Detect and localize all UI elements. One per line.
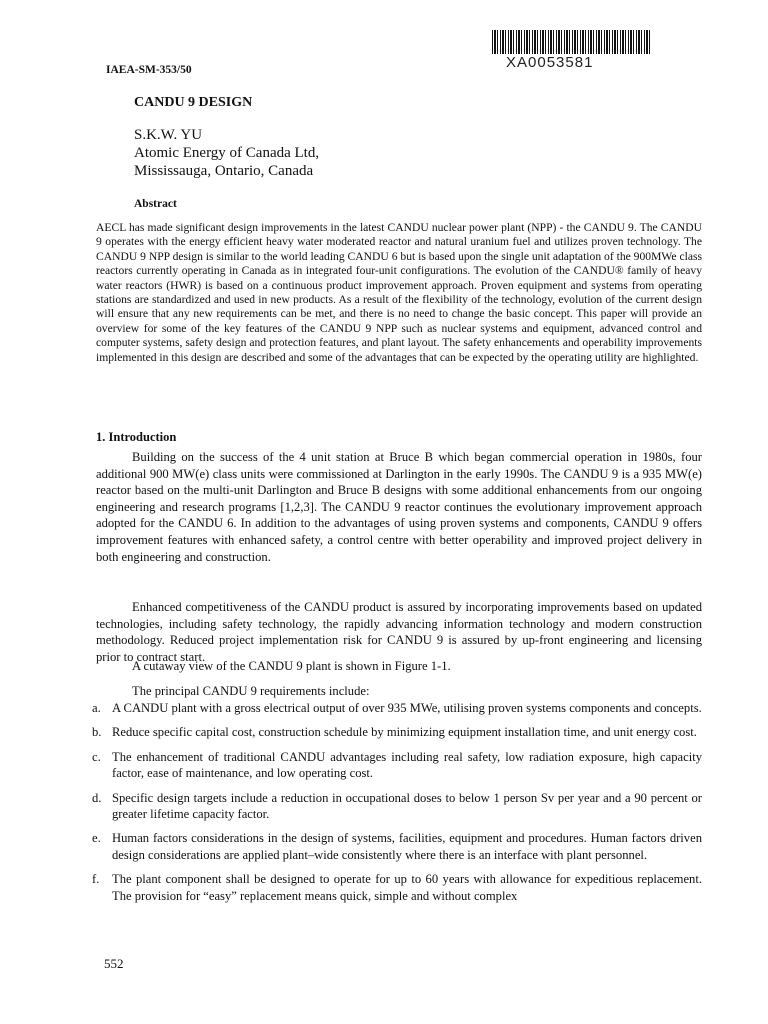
list-item (92, 749, 702, 782)
author-affiliation: Atomic Energy of Canada Ltd, (134, 145, 320, 161)
author-block (134, 126, 319, 180)
list-marker: f. (92, 872, 100, 887)
list-item (92, 790, 702, 823)
intro-paragraph: Building on the success of the 4 unit station at Bruce B which began commercial operation in 1980s, four additional 900 MW(e) class units were commissioned at Darlington in the early 1990s. The CANDU 9 is a 935 MW(e) reactor based on the multi-unit Darlington and Bruce B designs with some additional enhancements from our ongoing engineering and research programs [1,2,3]. The CANDU 9 reactor continues the evolutionary improvement approach adopted for the CANDU 6. In addition to the advantages of using proven systems and components, CANDU 9 offers improvement features with enhanced safety, a control centre with better operability and improved project delivery in both engineering and construction. (96, 450, 702, 564)
list-marker: d. (92, 790, 102, 805)
list-item-text: The enhancement of traditional CANDU advantages including real safety, low radiation exposure, high capacity factor, ease of maintenance, and low operating cost. (112, 749, 702, 781)
list-item (92, 700, 702, 716)
list-marker: c. (92, 749, 101, 764)
abstract-heading: Abstract (134, 198, 177, 210)
list-item-text: A CANDU plant with a gross electrical output of over 935 MWe, utilising proven systems components and concepts. (112, 701, 702, 715)
list-item-text: Specific design targets include a reduction in occupational doses to below 1 person Sv per year and a 90 percent or greater lifetime capacity factor. (112, 790, 702, 822)
barcode-graphic (492, 30, 650, 54)
introduction-heading: 1. Introduction (96, 430, 177, 444)
page-number: 552 (104, 956, 124, 971)
list-marker: e. (92, 831, 101, 846)
author-location: Mississauga, Ontario, Canada (134, 163, 314, 179)
intro-paragraph: The principal CANDU 9 requirements include: (132, 684, 370, 698)
list-item-text: The plant component shall be designed to operate for up to 60 years with allowance for expeditious replacement. The provision for “easy” replacement means quick, simple and without complex (112, 872, 702, 903)
list-item-text: Reduce specific capital cost, construction schedule by minimizing equipment installation time, and unit energy cost. (112, 725, 697, 740)
abstract-text: AECL has made significant design improvements in the latest CANDU nuclear power plant (NPP) - the CANDU 9. The CANDU 9 operates with the energy efficient heavy water moderated reactor and natural uranium fuel and utilizes proven technology. The CANDU 9 NPP design is similar to the world leading CANDU 6 but is based upon the single unit adaptation of the 900MWe class reactors currently operating in Canada as in integrated four-unit configurations. The evolution of the CANDU® family of heavy water reactors (HWR) is based on a continuous product improvement approach. Proven equipment and systems from operating stations are standardized and used in new products. As a result of the flexibility of the technology, evolution of the current design will ensure that any new requirements can be met, and there is no need to change the basic concept. This paper will provide an overview for some of the key features of the CANDU 9 NPP such as nuclear systems and equipment, advanced control and computer systems, safety design and protection features, and plant layout. The safety enhancements and operability improvements implemented in this design are described and some of the advantages that can be expected by the operating utility are highlighted. (96, 221, 702, 364)
intro-paragraph: A cutaway view of the CANDU 9 plant is shown in Figure 1-1. (132, 659, 451, 673)
list-item (92, 830, 702, 863)
document-title: CANDU 9 DESIGN (134, 95, 253, 110)
requirements-list (92, 700, 702, 912)
list-marker: b. (92, 725, 102, 740)
author-name: S.K.W. YU (134, 127, 203, 143)
barcode-label: XA0053581 (506, 54, 594, 71)
intro-paragraph: Enhanced competitiveness of the CANDU product is assured by incorporating improvements based on updated technologies, including safety technology, the rapidly advancing information technology and modern construction methodology. Reduced project implementation risk for CANDU 9 is assured by up-front engineering and licensing prior to contract start. (96, 600, 702, 664)
list-item (92, 871, 702, 904)
report-id: IAEA-SM-353/50 (106, 64, 192, 76)
list-item-text: Human factors considerations in the design of systems, facilities, equipment and procedures. Human factors driven design considerations are applied plant–wide consistently where there is an interface with plant personnel. (112, 831, 702, 862)
list-item (92, 724, 702, 740)
list-marker: a. (92, 701, 101, 715)
